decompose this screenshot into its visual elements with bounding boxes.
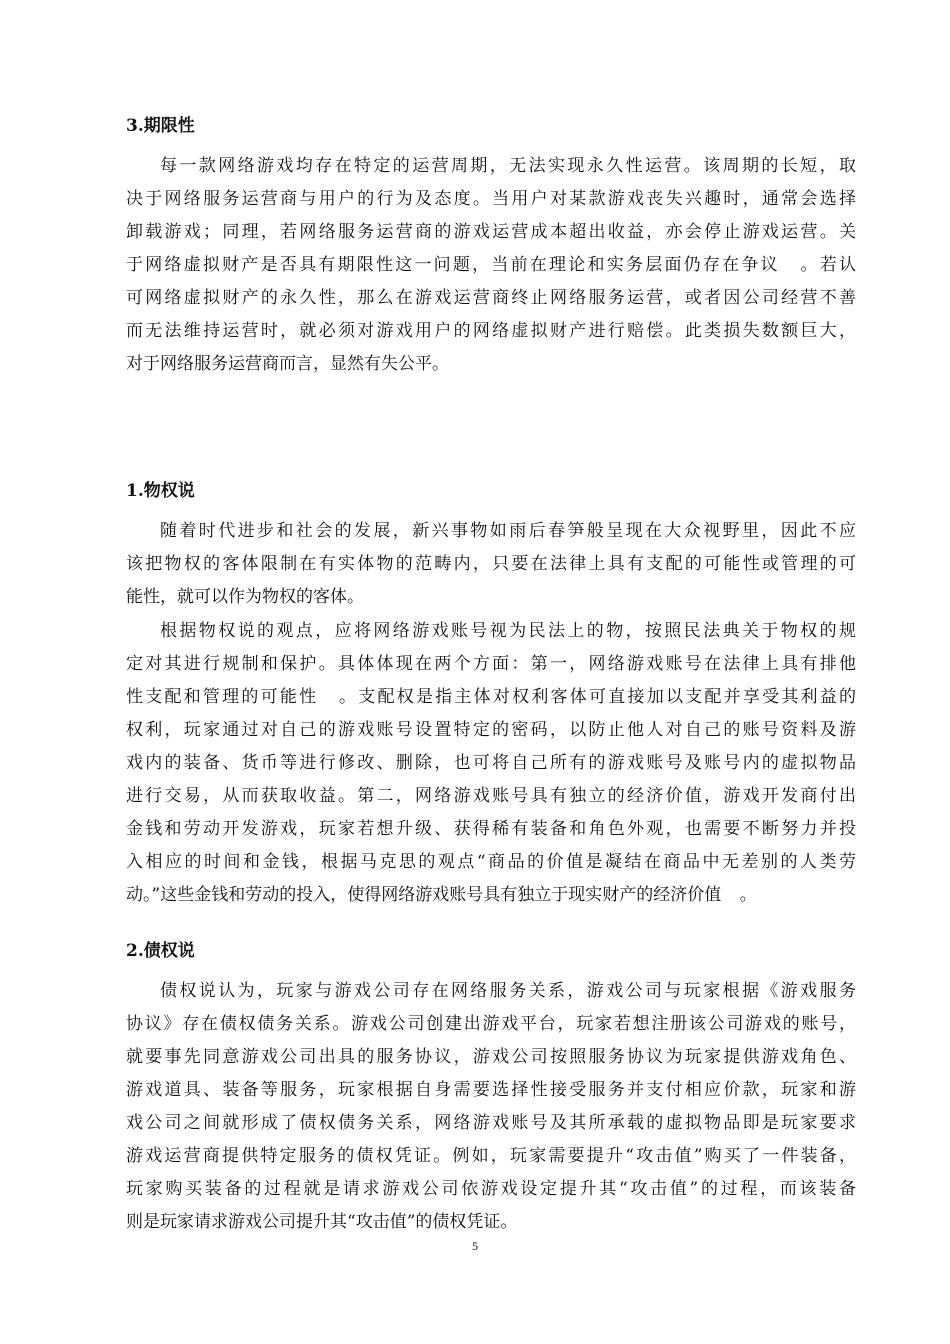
text-line: 进行交易，从而获取收益。第二，网络游戏账号具有独立的经济价值，游戏开发商付出 [126,786,856,806]
text-line: 游戏道具、装备等服务，玩家根据自身需要选择性接受服务并支付相应价款，玩家和游 [126,1080,856,1100]
text-segment: 性支配和管理的可能性 [126,687,319,707]
text-line: 就要事先同意游戏公司出具的服务协议，游戏公司按照服务协议为玩家提供游戏角色、 [126,1047,856,1067]
text-line: 随着时代进步和社会的发展，新兴事物如雨后春笋般呈现在大众视野里，因此不应 [160,521,856,541]
text-line [126,879,856,912]
text-line: 可网络虚拟财产的永久性，那么在游戏运营商终止网络服务运营，或者因公司经营不善 [126,288,856,308]
text-segment: 。 [739,885,757,905]
text-line: 债权说认为，玩家与游戏公司存在网络服务关系，游戏公司与玩家根据《游戏服务 [160,981,856,1001]
text-line: 定对其进行规制和保护。具体体现在两个方面：第一，网络游戏账号在法律上具有排他 [126,654,856,674]
text-line: 游戏运营商提供特定服务的债权凭证。例如，玩家需要提升“攻击值”购买了一件装备， [126,1146,856,1166]
paragraph-property-1 [126,515,856,614]
text-line: 该把物权的客体限制在有实体物的范畴内，只要在法律上具有支配的可能性或管理的可 [126,554,856,574]
text-line: 则是玩家请求游戏公司提升其“攻击值”的债权凭证。 [126,1212,518,1232]
section-heading-property-right: 1.物权说 [126,481,195,501]
text-line: 权利，玩家通过对自己的游戏账号设置特定的密码，以防止他人对自己的账号资料及游 [126,720,856,740]
text-line: 每一款网络游戏均存在特定的运营周期，无法实现永久性运营。该周期的长短，取 [160,156,856,176]
text-line: 卸载游戏；同理，若网络服务运营商的游戏运营成本超出收益，亦会停止游戏运营。关 [126,222,856,242]
text-line: 协议》存在债权债务关系。游戏公司创建出游戏平台，玩家若想注册该公司游戏的账号， [126,1014,856,1034]
text-segment: 。支配权是指主体对权利客体可直接加以支配并享受其利益的 [336,687,856,707]
text-line: 对于网络服务运营商而言，显然有失公平。 [126,354,449,374]
text-line: 能性，就可以作为物权的客体。 [126,587,364,607]
text-line: 而无法维持运营时，就必须对游戏用户的网络虚拟财产进行赔偿。此类损失数额巨大， [126,321,856,341]
paragraph-term [126,150,856,381]
text-line: 入相应的时间和金钱，根据马克思的观点“商品的价值是凝结在商品中无差别的人类劳 [126,852,856,872]
text-segment: 。若认 [798,255,856,275]
text-line: 戏内的装备、货币等进行修改、删除，也可将自己所有的游戏账号及账号内的虚拟物品 [126,753,856,773]
text-line: 金钱和劳动开发游戏，玩家若想升级、获得稀有装备和角色外观，也需要不断努力并投 [126,819,856,839]
section-heading-creditor-right: 2.债权说 [126,941,195,961]
section-heading-term: 3.期限性 [126,116,195,136]
text-line: 决于网络服务运营商与用户的行为及态度。当用户对某款游戏丧失兴趣时，通常会选择 [126,189,856,209]
paragraph-property-2 [126,615,856,912]
text-segment: 动。”这些金钱和劳动的投入，使得网络游戏账号具有独立于现实财产的经济价值 [126,885,722,905]
text-line [126,681,856,714]
paragraph-creditor [126,975,856,1239]
text-line: 玩家购买装备的过程就是请求游戏公司依游戏设定提升其“攻击值”的过程，而该装备 [126,1179,856,1199]
text-line: 根据物权说的观点，应将网络游戏账号视为民法上的物，按照民法典关于物权的规 [160,621,856,641]
text-segment: 于网络虚拟财产是否具有期限性这一问题，当前在理论和实务层面仍存在争议 [126,255,780,275]
page-number: 5 [472,1239,478,1253]
text-line: 戏公司之间就形成了债权债务关系，网络游戏账号及其所承载的虚拟物品即是玩家要求 [126,1113,856,1133]
text-line [126,249,856,282]
